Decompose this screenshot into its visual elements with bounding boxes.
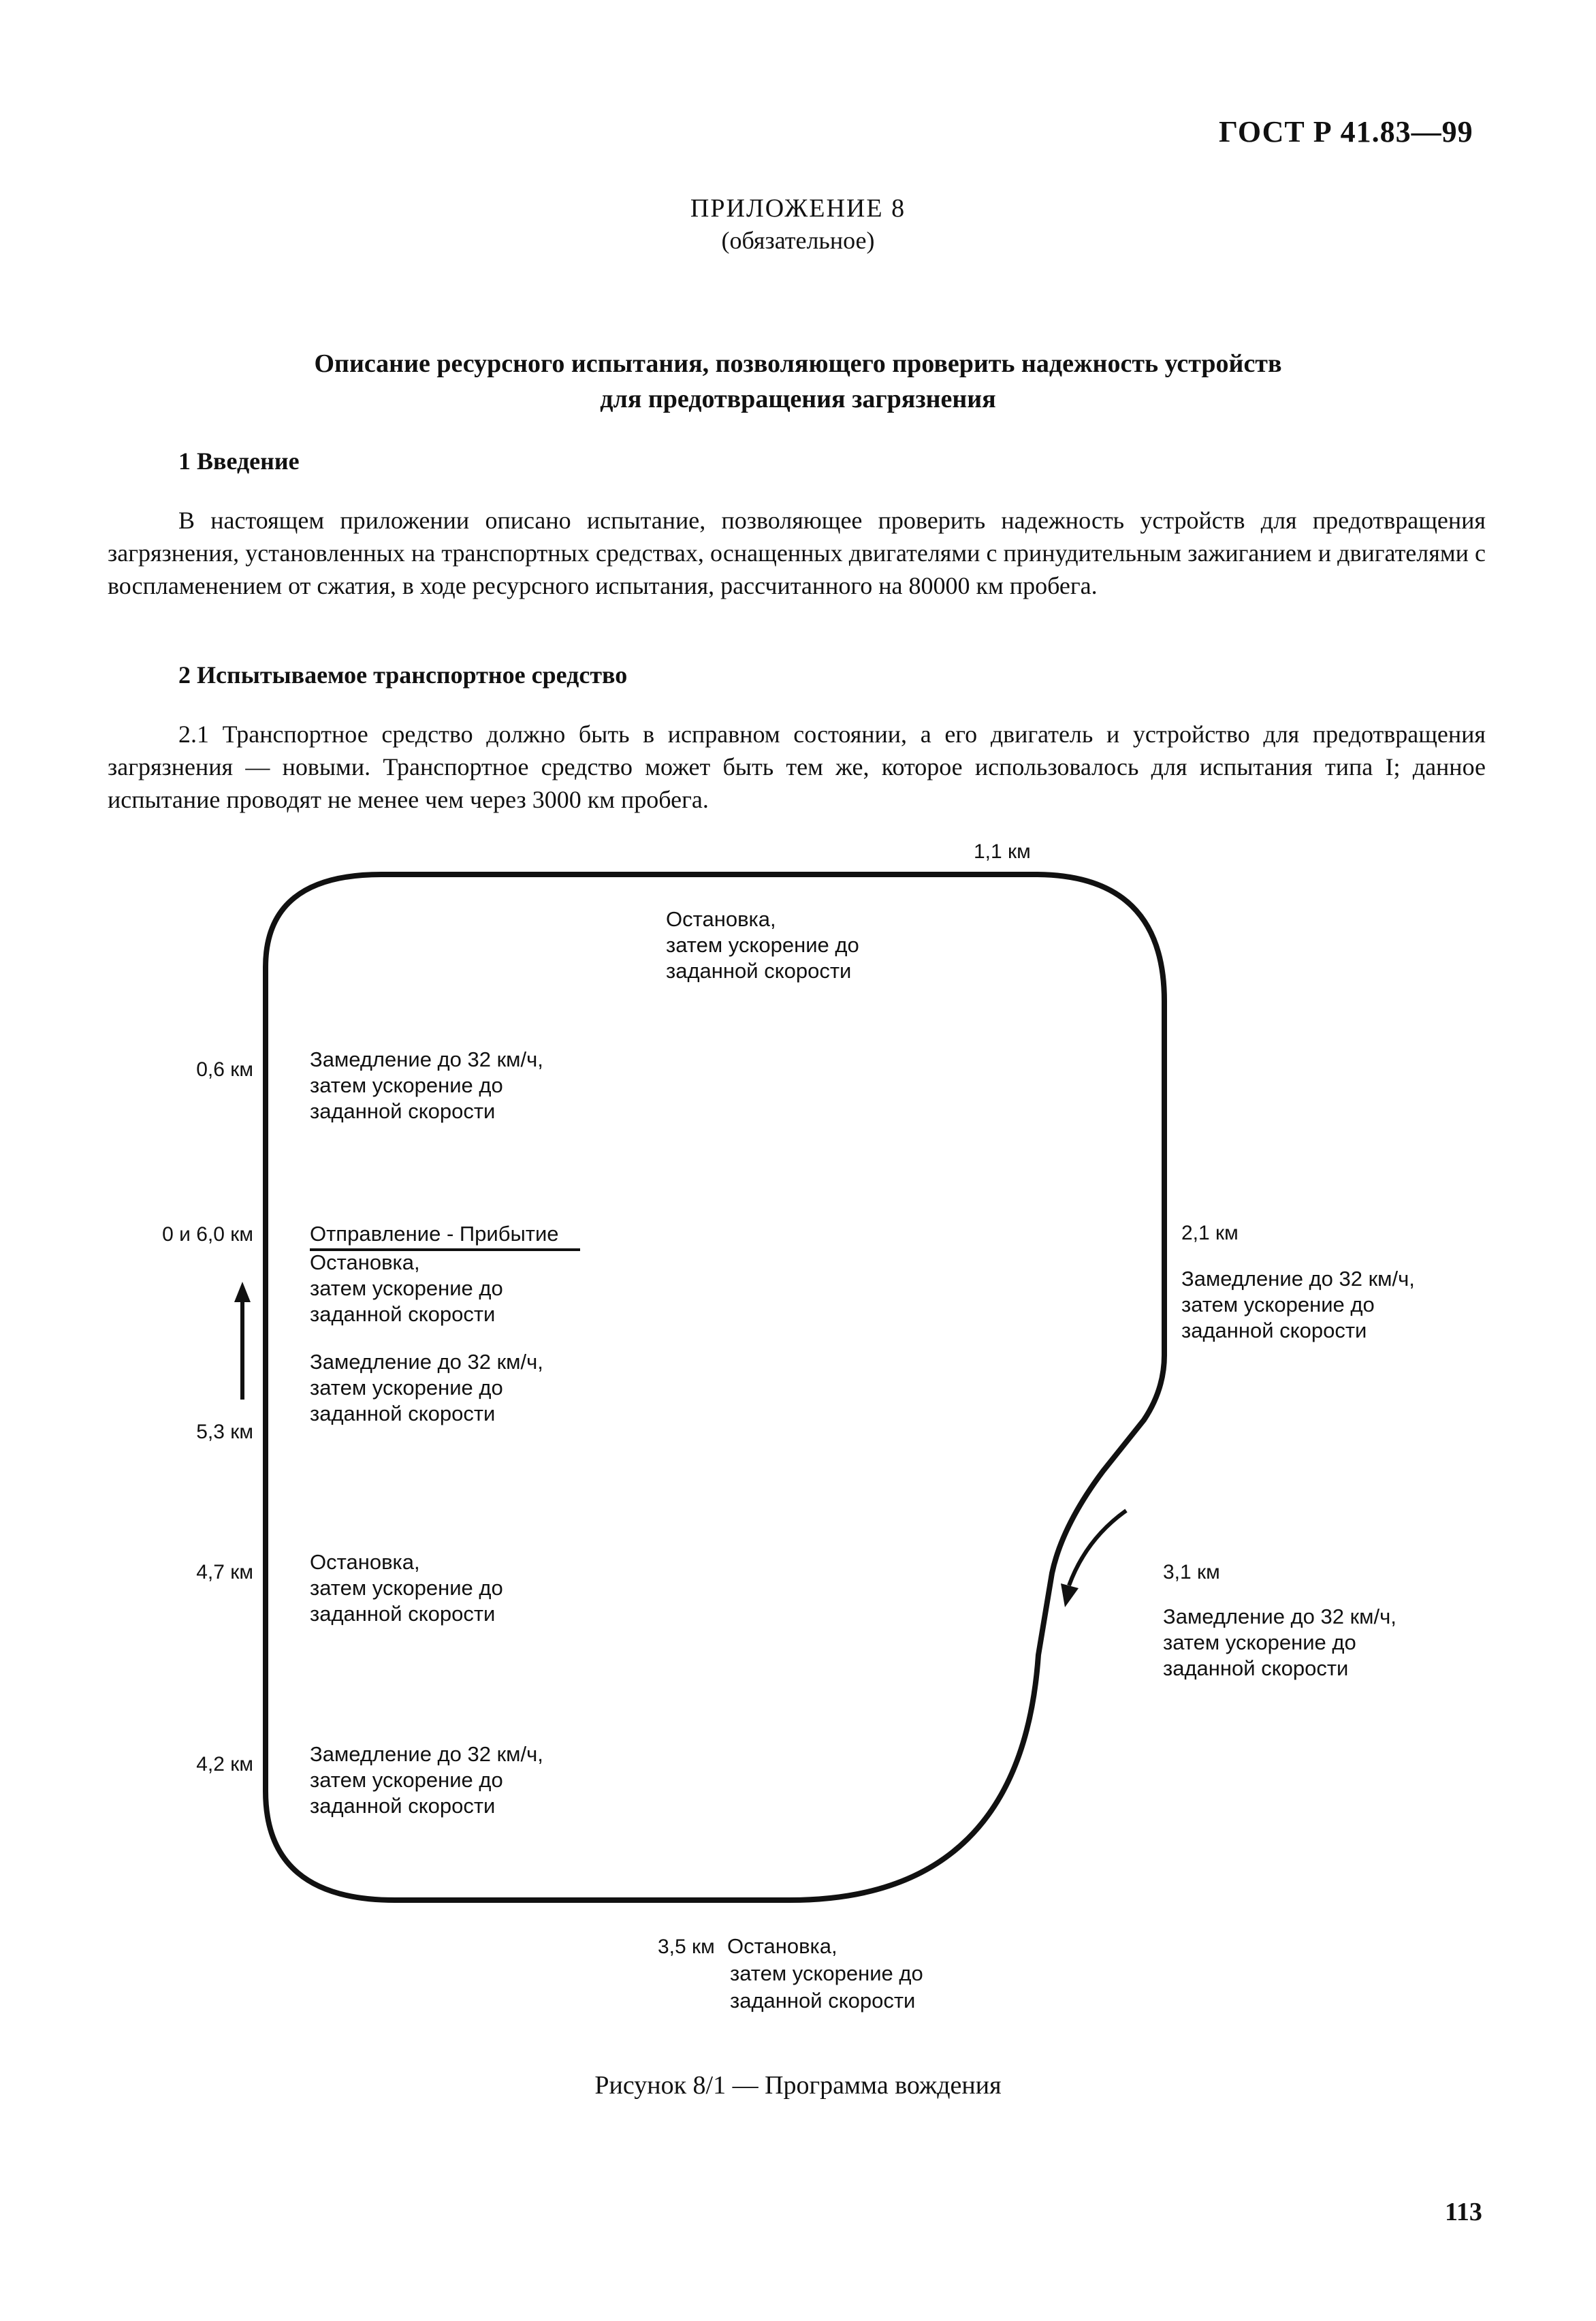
svg-text:затем ускорение до: затем ускорение до <box>666 933 859 957</box>
svg-text:заданной скорости: заданной скорости <box>310 1402 496 1425</box>
svg-text:затем ускорение до: затем ускорение до <box>310 1376 503 1400</box>
km-marker-3-5: 3,5 км <box>658 1936 715 1958</box>
note-slow-5-3 <box>310 1350 543 1425</box>
km-marker-2-1: 2,1 км <box>1181 1222 1239 1244</box>
svg-text:затем ускорение до: затем ускорение до <box>310 1576 503 1600</box>
svg-text:Остановка,: Остановка, <box>727 1934 837 1958</box>
note-slow-4-2 <box>310 1742 543 1818</box>
svg-text:заданной скорости: заданной скорости <box>310 1099 496 1123</box>
svg-text:Замедление до 32 км/ч,: Замедление до 32 км/ч, <box>310 1350 543 1374</box>
section-heading-test-vehicle: 2 Испытываемое транспортное средство <box>178 661 628 689</box>
svg-text:затем ускорение до: затем ускорение до <box>1181 1293 1375 1316</box>
note-stop-3-5 <box>727 1934 923 2012</box>
km-marker-1-1: 1,1 км <box>974 840 1031 863</box>
driving-program-diagram <box>0 817 1596 2043</box>
standard-code: ГОСТ Р 41.83—99 <box>1219 115 1473 148</box>
figure-caption: Рисунок 8/1 — Программа вождения <box>594 2071 1002 2100</box>
document-title-line-2: для предотвращения загрязнения <box>600 385 996 413</box>
appendix-subtitle: (обязательное) <box>721 227 875 254</box>
km-marker-5-3: 5,3 км <box>196 1421 253 1443</box>
svg-text:заданной скорости: заданной скорости <box>310 1794 496 1818</box>
section-heading-introduction: 1 Введение <box>178 447 300 475</box>
svg-text:затем ускорение до: затем ускорение до <box>310 1768 503 1792</box>
note-stop-4-7 <box>310 1550 503 1626</box>
note-slow-2-1 <box>1181 1267 1415 1342</box>
svg-text:Остановка,: Остановка, <box>666 907 776 931</box>
direction-arrow-up-icon <box>234 1282 251 1400</box>
note-start-stop <box>310 1250 503 1326</box>
svg-text:затем ускорение до: затем ускорение до <box>310 1276 503 1300</box>
svg-text:заданной скорости: заданной скорости <box>310 1602 496 1626</box>
page-number: 113 <box>1445 2198 1482 2226</box>
km-marker-4-7: 4,7 км <box>196 1561 253 1583</box>
note-top-stop <box>666 907 859 983</box>
svg-text:заданной скорости: заданной скорости <box>310 1302 496 1326</box>
svg-text:затем ускорение до: затем ускорение до <box>730 1961 923 1985</box>
section-text-introduction: В настоящем приложении описано испытание, позволяющее проверить надежность устройств для предотвращения загрязнения, установленных на транспортных средствах, оснащенных двигателями с принудительным зажиганием и двигателями с воспламенением от сжатия, в ходе ресурсного испытания, рассчитанного на 80000 км пробега. <box>108 507 1486 599</box>
svg-text:Замедление до 32 км/ч,: Замедление до 32 км/ч, <box>310 1742 543 1766</box>
km-marker-start: 0 и 6,0 км <box>162 1223 253 1246</box>
svg-text:Замедление до 32 км/ч,: Замедление до 32 км/ч, <box>1181 1267 1415 1291</box>
svg-text:затем ускорение до: затем ускорение до <box>1163 1630 1356 1654</box>
km-marker-3-1: 3,1 км <box>1163 1561 1220 1583</box>
svg-text:Замедление до 32 км/ч,: Замедление до 32 км/ч, <box>1163 1605 1396 1628</box>
svg-text:заданной скорости: заданной скорости <box>1181 1319 1367 1342</box>
svg-text:заданной скорости: заданной скорости <box>730 1989 916 2012</box>
svg-text:заданной скорости: заданной скорости <box>666 959 852 983</box>
start-finish-label: Отправление - Прибытие <box>310 1222 559 1246</box>
km-marker-4-2: 4,2 км <box>196 1753 253 1775</box>
note-slow-0-6 <box>310 1047 543 1123</box>
section-text-test-vehicle: 2.1 Транспортное средство должно быть в исправном состоянии, а его двигатель и устройство для предотвращения загрязнения — новыми. Транспортное средство может быть тем же, которое использовалось для испытания типа I; данное испытание проводят не менее чем через 3000 км пробега. <box>108 721 1486 813</box>
svg-text:Остановка,: Остановка, <box>310 1550 420 1574</box>
document-title <box>0 346 1596 417</box>
km-marker-0-6: 0,6 км <box>196 1058 253 1081</box>
svg-text:заданной скорости: заданной скорости <box>1163 1656 1349 1680</box>
svg-text:затем ускорение до: затем ускорение до <box>310 1073 503 1097</box>
note-slow-3-1 <box>1163 1605 1396 1680</box>
appendix-title: ПРИЛОЖЕНИЕ 8 <box>690 194 906 223</box>
svg-text:Остановка,: Остановка, <box>310 1250 420 1274</box>
svg-text:Замедление до 32 км/ч,: Замедление до 32 км/ч, <box>310 1047 543 1071</box>
document-title-line-1: Описание ресурсного испытания, позволяющего проверить надежность устройств <box>314 349 1282 378</box>
